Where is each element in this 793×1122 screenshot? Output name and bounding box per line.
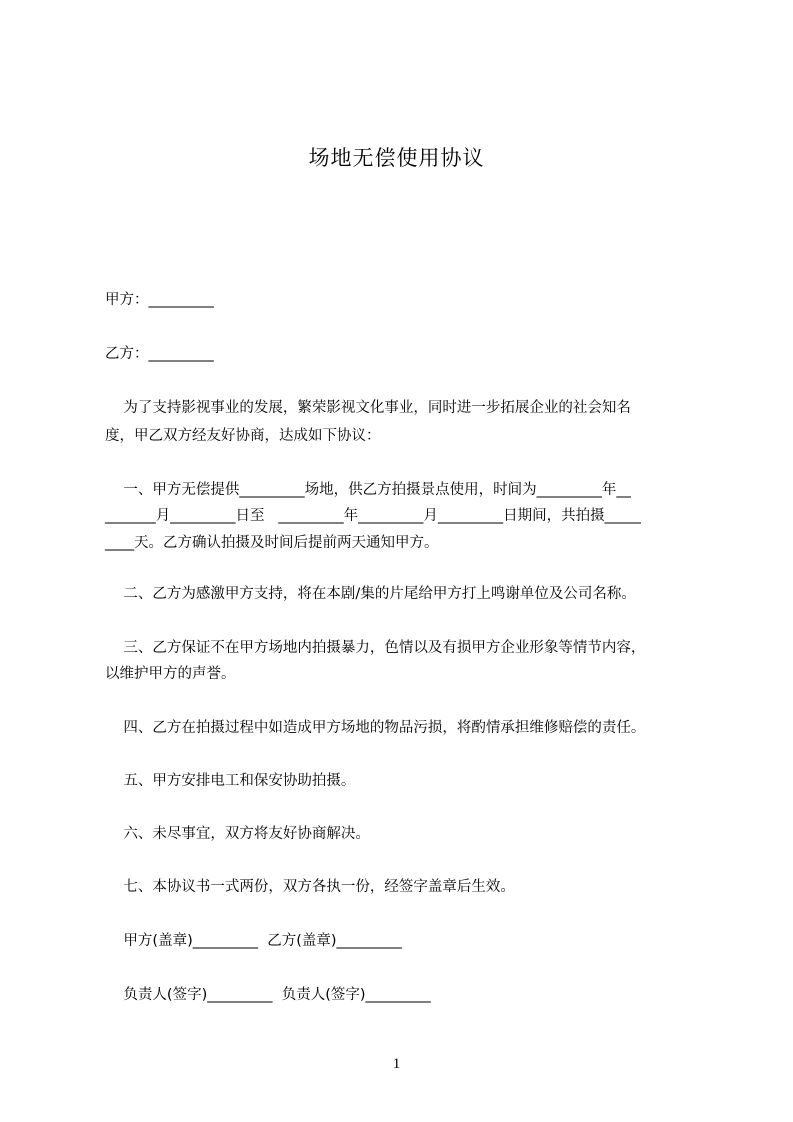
clause-1-line-2: _______月_________日至 _________年_________月_________日期间，共拍摄_____ — [105, 508, 641, 524]
page-number: 1 — [392, 1056, 401, 1072]
clause-1-line-1: 一、甲方无偿提供_________场地，供乙方拍摄景点使用，时间为_________年__ — [105, 482, 631, 498]
party-a-line: 甲方：_________ — [105, 292, 214, 308]
clause-7: 七、本协议书一式两份，双方各执一份，经签字盖章后生效。 — [105, 879, 515, 895]
intro-line-1: 为了支持影视事业的发展，繁荣影视文化事业，同时进一步拓展企业的社会知名 — [105, 400, 631, 416]
party-b-line: 乙方：_________ — [105, 346, 214, 362]
clause-6: 六、未尽事宜，双方将友好协商解决。 — [105, 826, 370, 842]
document-title: 场地无偿使用协议 — [308, 146, 485, 170]
clause-1-line-3: ____天。乙方确认拍摄及时间后提前两天通知甲方。 — [105, 535, 439, 551]
clause-3-line-1: 三、乙方保证不在甲方场地内拍摄暴力，色情以及有损甲方企业形象等情节内容， — [105, 640, 646, 656]
clause-4: 四、乙方在拍摄过程中如造成甲方场地的物品污损，将酌情承担维修赔偿的责任。 — [105, 720, 646, 736]
clause-5: 五、甲方安排电工和保安协助拍摄。 — [105, 773, 356, 789]
clause-2: 二、乙方为感激甲方支持，将在本剧/集的片尾给甲方打上鸣谢单位及公司名称。 — [105, 586, 636, 602]
signature-line: 负责人(签字)_________ 负责人(签字)_________ — [105, 987, 431, 1003]
clause-3-line-2: 以维护甲方的声誉。 — [105, 666, 236, 682]
intro-line-2: 度，甲乙双方经友好协商，达成如下协议： — [105, 428, 381, 444]
seal-line: 甲方(盖章)_________ 乙方(盖章)_________ — [105, 933, 402, 949]
